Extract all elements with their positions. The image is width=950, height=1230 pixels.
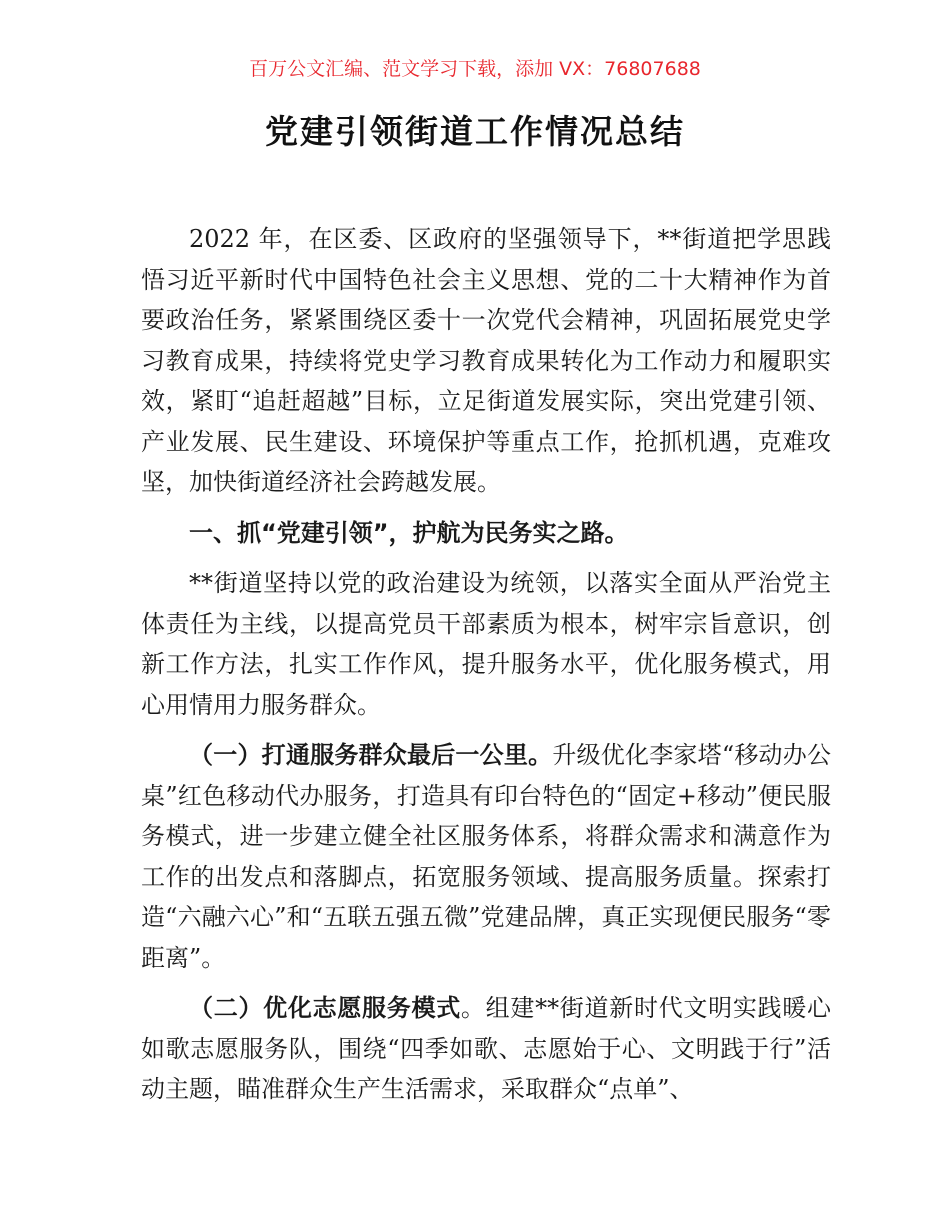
header-watermark-note: 百万公文汇编、范文学习下载，添加 VX：76807688: [249, 58, 701, 80]
intro-paragraph: 2022 年，在区委、区政府的坚强领导下，**街道把学思践悟习近平新时代中国特色社会主义思想、党的二十大精神作为首要政治任务，紧紧围绕区委十一次党代会精神，巩固拓展党史学习教育成果，持续将党史学习教育成果转化为工作动力和履职实效，紧盯“追赶超越”目标，立足街道发展实际，突出党建引领、产业发展、民生建设、环境保护等重点工作，抢抓机遇，克难攻坚，加快街道经济社会跨越发展。: [141, 225, 831, 496]
item-1-body: 升级优化李家塔“移动办公桌”红色移动代办服务，打造具有印台特色的“固定+移动”便民服务模式，进一步建立健全社区服务体系，将群众需求和满意作为工作的出发点和落脚点，拓宽服务领域、提高服务质量。探索打造“六融六心”和“五联五强五微”党建品牌，真正实现便民服务“零距离”。: [141, 741, 832, 972]
document-title: 党建引领街道工作情况总结: [265, 112, 685, 151]
item-1-lead: （一）打通服务群众最后一公里。: [189, 741, 553, 769]
item-2-lead: （二）优化志愿服务模式: [189, 994, 461, 1022]
item-1-paragraph: [141, 735, 831, 978]
item-2-paragraph: [141, 988, 831, 1110]
section-1-paragraph: **街道坚持以党的政治建设为统领，以落实全面从严治党主体责任为主线，以提高党员干部素质为根本，树牢宗旨意识，创新工作方法，扎实工作作风，提升服务水平，优化服务模式，用心用情用力服务群众。: [141, 569, 831, 719]
section-1-heading: [141, 513, 831, 554]
item-2-body: 。组建**街道新时代文明实践暖心如歌志愿服务队，围绕“四季如歌、志愿始于心、文明践于行”活动主题，瞄准群众生产生活需求，采取群众“点单”、: [141, 994, 832, 1103]
document-body: [141, 219, 831, 1110]
section-1-heading-text: 一、抓“党建引领”，护航为民务实之路。: [189, 518, 629, 547]
